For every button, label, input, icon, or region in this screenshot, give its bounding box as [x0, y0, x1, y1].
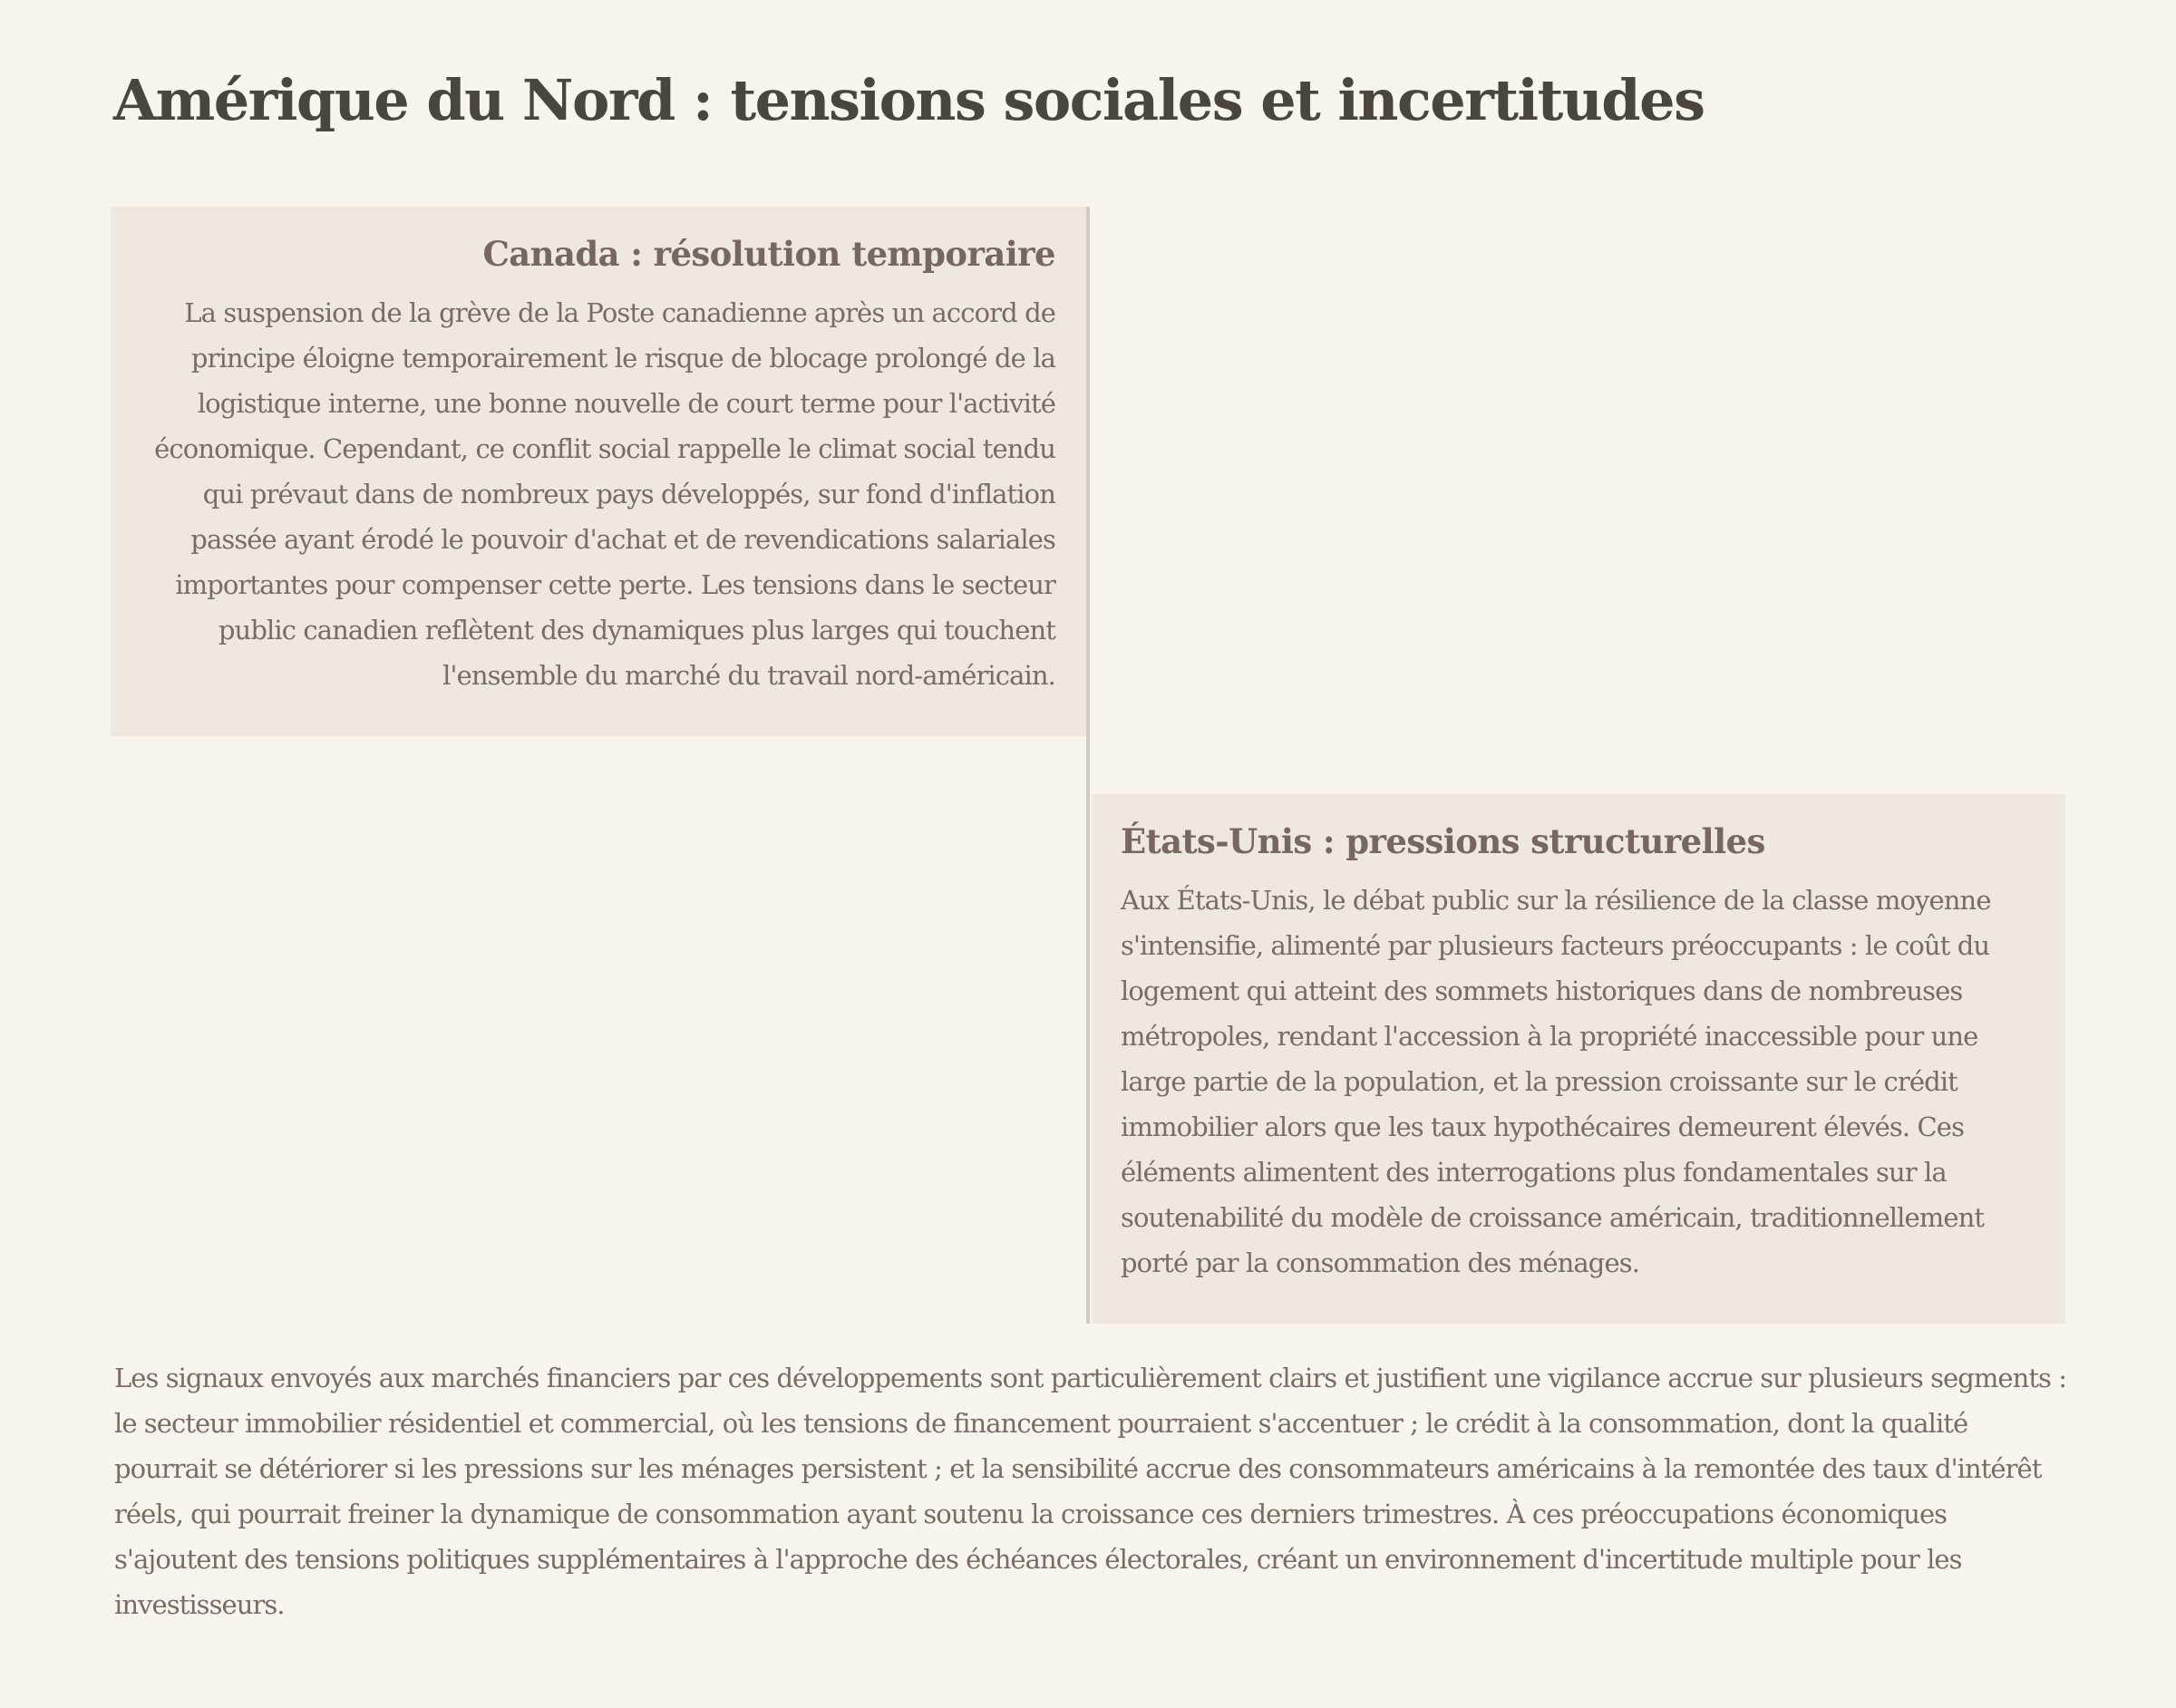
page-title: Amérique du Nord : tensions sociales et incertitudes [113, 67, 1705, 133]
usa-paragraph: Aux États-Unis, le débat public sur la résilience de la classe moyenne s'intensifie, alimenté par plusieurs facteurs préoccupants : le coût du logement qui atteint des sommets historiques dans de nombreuses métropoles, rendant l'accession à la propriété inaccessible pour une large partie de la population, et la pression croissante sur le crédit immobilier alors que les taux hypothécaires demeurent élevés. Ces éléments alimentent des interrogations plus fondamentales sur la soutenabilité du modèle de croissance américain, traditionnellement porté par la consommation des ménages. [1121, 885, 1991, 1278]
usa-heading: États-Unis : pressions structurelles [1121, 821, 1765, 861]
canada-section [111, 207, 1086, 736]
canada-heading: Canada : résolution temporaire [482, 234, 1055, 274]
canada-paragraph: La suspension de la grève de la Poste canadienne après un accord de principe éloigne temporairement le risque de blocage prolongé de la logistique interne, une bonne nouvelle de court terme pour l'activité économique. Cependant, ce conflit social rappelle le climat social tendu qui prévaut dans de nombreux pays développés, sur fond d'inflation passée ayant érodé le pouvoir d'achat et de revendications salariales importantes pour compenser cette perte. Les tensions dans le secteur public canadien reflètent des dynamiques plus larges qui touchent l'ensemble du marché du travail nord-américain. [154, 297, 1055, 691]
conclusion-paragraph: Les signaux envoyés aux marchés financiers par ces développements sont particulièrement clairs et justifient une vigilance accrue sur plusieurs segments : le secteur immobilier résidentiel et commercial, où les tensions de financement pourraient s'accentuer ; le crédit à la consommation, dont la qualité pourrait se détériorer si les pressions sur les ménages persistent ; et la sensibilité accrue des consommateurs américains à la remontée des taux d'intérêt réels, qui pourrait freiner la dynamique de consommation ayant soutenu la croissance ces derniers trimestres. À ces préoccupations économiques s'ajoutent des tensions politiques supplémentaires à l'approche des échéances électorales, créant un environnement d'incertitude multiple pour les investisseurs. [114, 1363, 2067, 1620]
timeline-divider [1086, 207, 1090, 1324]
usa-section [1092, 794, 2065, 1324]
